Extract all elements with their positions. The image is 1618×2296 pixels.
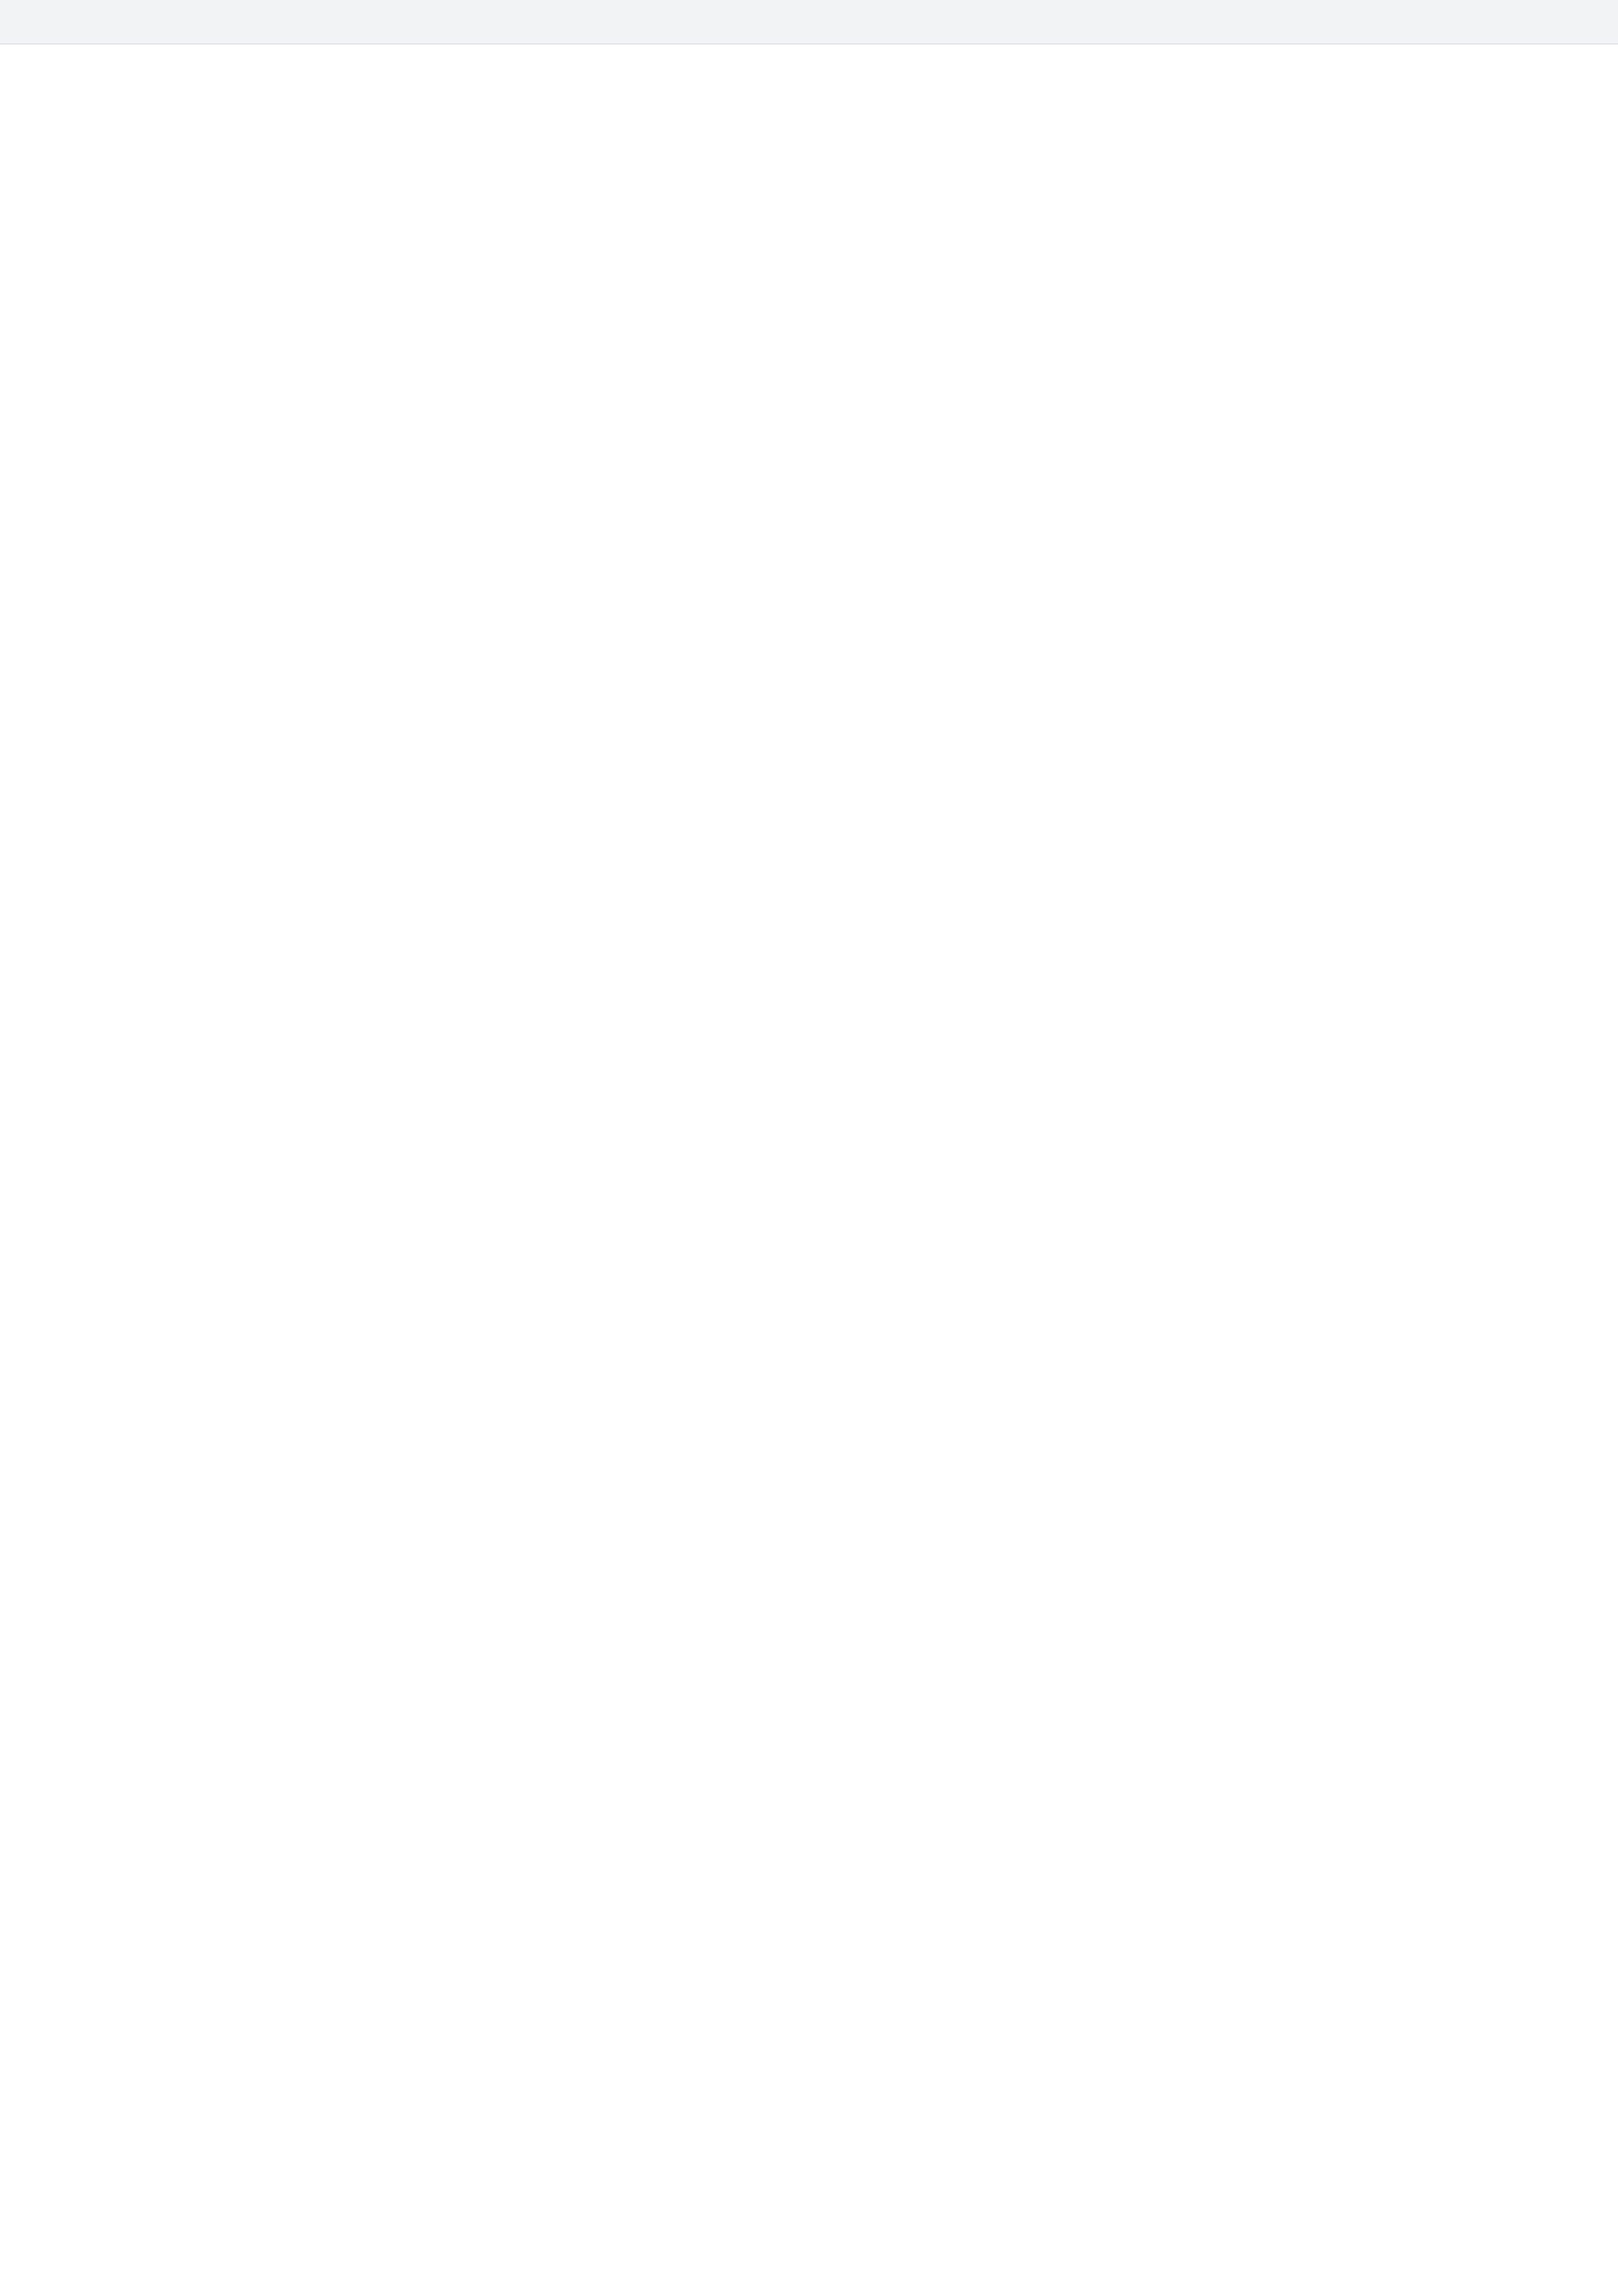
main-content	[0, 44, 1618, 2296]
title-bar	[0, 0, 1618, 44]
